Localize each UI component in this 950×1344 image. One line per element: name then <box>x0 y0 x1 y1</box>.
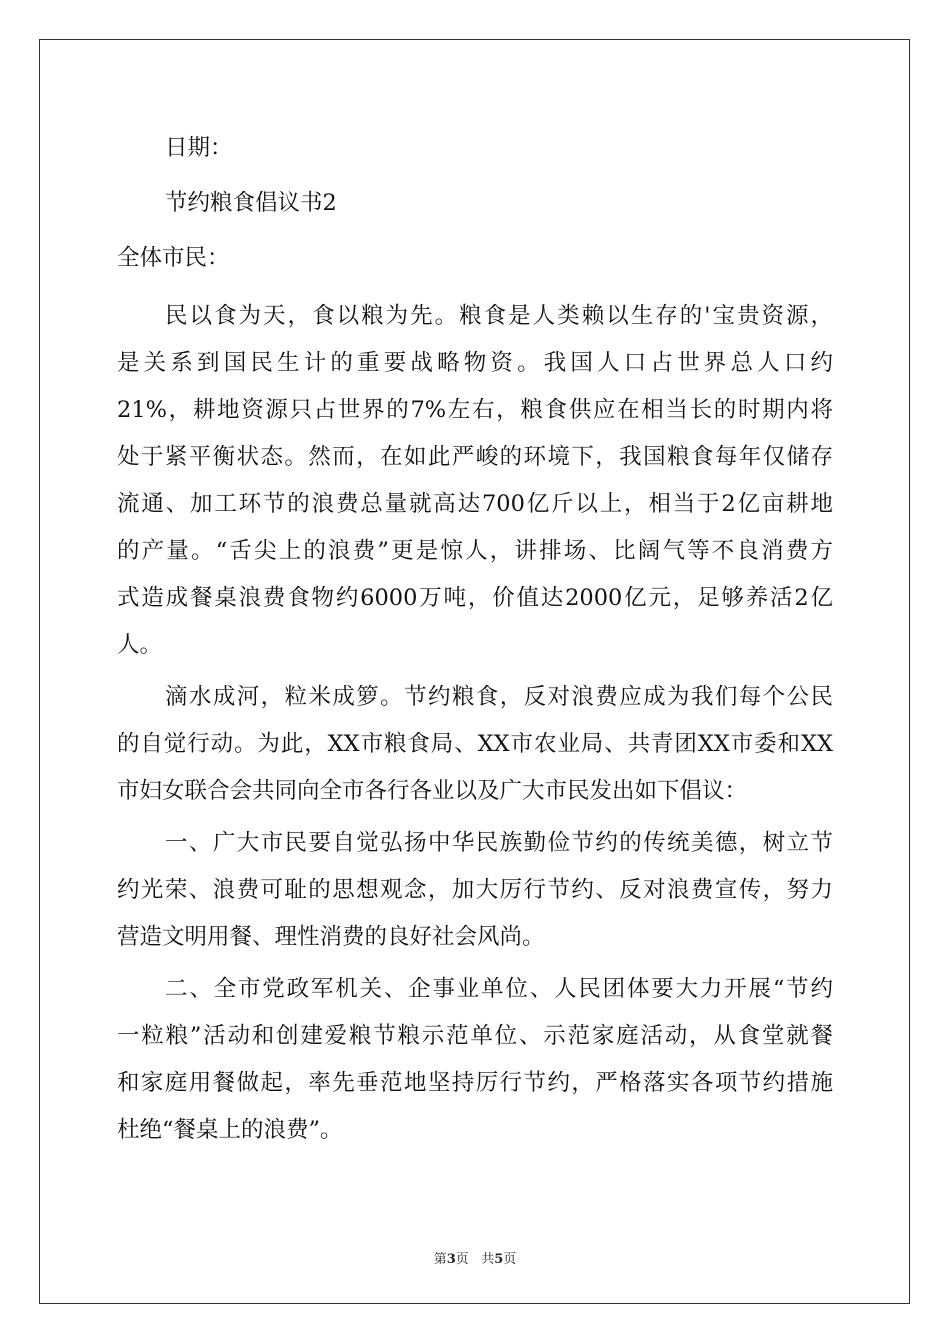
page-prefix: 第 <box>433 1252 447 1267</box>
paragraph-line: 式造成餐桌浪费食物约6000万吨，价值达2000亿元，足够养活2亿 <box>117 585 833 611</box>
paragraph-line: 是关系到国民生计的重要战略物资。我国人口占世界总人口约 <box>117 350 833 376</box>
page-total: 5 <box>494 1252 504 1267</box>
paragraph-line: 市妇女联合会共同向全市各行各业以及广大市民发出如下倡议： <box>117 778 748 804</box>
paragraph-4 <box>117 966 833 1154</box>
section-title: 节约粮食倡议书2 <box>165 190 337 216</box>
paragraph-line: 的自觉行动。为此，XX市粮食局、XX市农业局、共青团XX市委和XX <box>117 731 833 757</box>
paragraph-line: 和家庭用餐做起，率先垂范地坚持厉行节约，严格落实各项节约措施 <box>117 1070 833 1096</box>
total-suffix: 页 <box>503 1252 517 1267</box>
paragraph-line: 约光荣、浪费可耻的思想观念，加大厉行节约、反对浪费宣传，努力 <box>117 877 833 903</box>
date-label: 日期： <box>165 135 233 161</box>
paragraph-line: 民以食为天，食以粮为先。粮食是人类赖以生存的'宝贵资源， <box>165 303 833 329</box>
paragraph-line: 一粒粮”活动和创建爱粮节粮示范单位、示范家庭活动，从食堂就餐 <box>117 1023 833 1049</box>
paragraph-2 <box>117 674 833 815</box>
page-footer <box>0 1248 950 1267</box>
paragraph-line: 二、全市党政军机关、企事业单位、人民团体要大力开展“节约 <box>165 976 833 1002</box>
paragraph-3 <box>117 820 833 961</box>
paragraph-line: 营造文明用餐、理性消费的良好社会风尚。 <box>117 924 545 950</box>
salutation: 全体市民： <box>117 245 230 271</box>
paragraph-line: 杜绝“餐桌上的浪费”。 <box>117 1117 343 1143</box>
document-body <box>117 128 833 1154</box>
page-suffix: 页 <box>455 1252 469 1267</box>
paragraph-line: 21%，耕地资源只占世界的7%左右，粮食供应在相当长的时期内将 <box>117 397 833 423</box>
paragraph-line: 的产量。“舌尖上的浪费”更是惊人，讲排场、比阔气等不良消费方 <box>117 538 833 564</box>
paragraph-line: 流通、加工环节的浪费总量就高达700亿斤以上，相当于2亿亩耕地 <box>117 491 833 517</box>
paragraph-line: 滴水成河，粒米成箩。节约粮食，反对浪费应成为我们每个公民 <box>165 684 833 710</box>
page-current: 3 <box>446 1252 456 1267</box>
paragraph-line: 一、广大市民要自觉弘扬中华民族勤俭节约的传统美德，树立节 <box>165 830 833 856</box>
paragraph-1 <box>117 293 833 669</box>
total-prefix: 共 <box>481 1252 495 1267</box>
paragraph-line: 处于紧平衡状态。然而，在如此严峻的环境下，我国粮食每年仅储存 <box>117 444 833 470</box>
paragraph-line: 人。 <box>117 632 163 658</box>
